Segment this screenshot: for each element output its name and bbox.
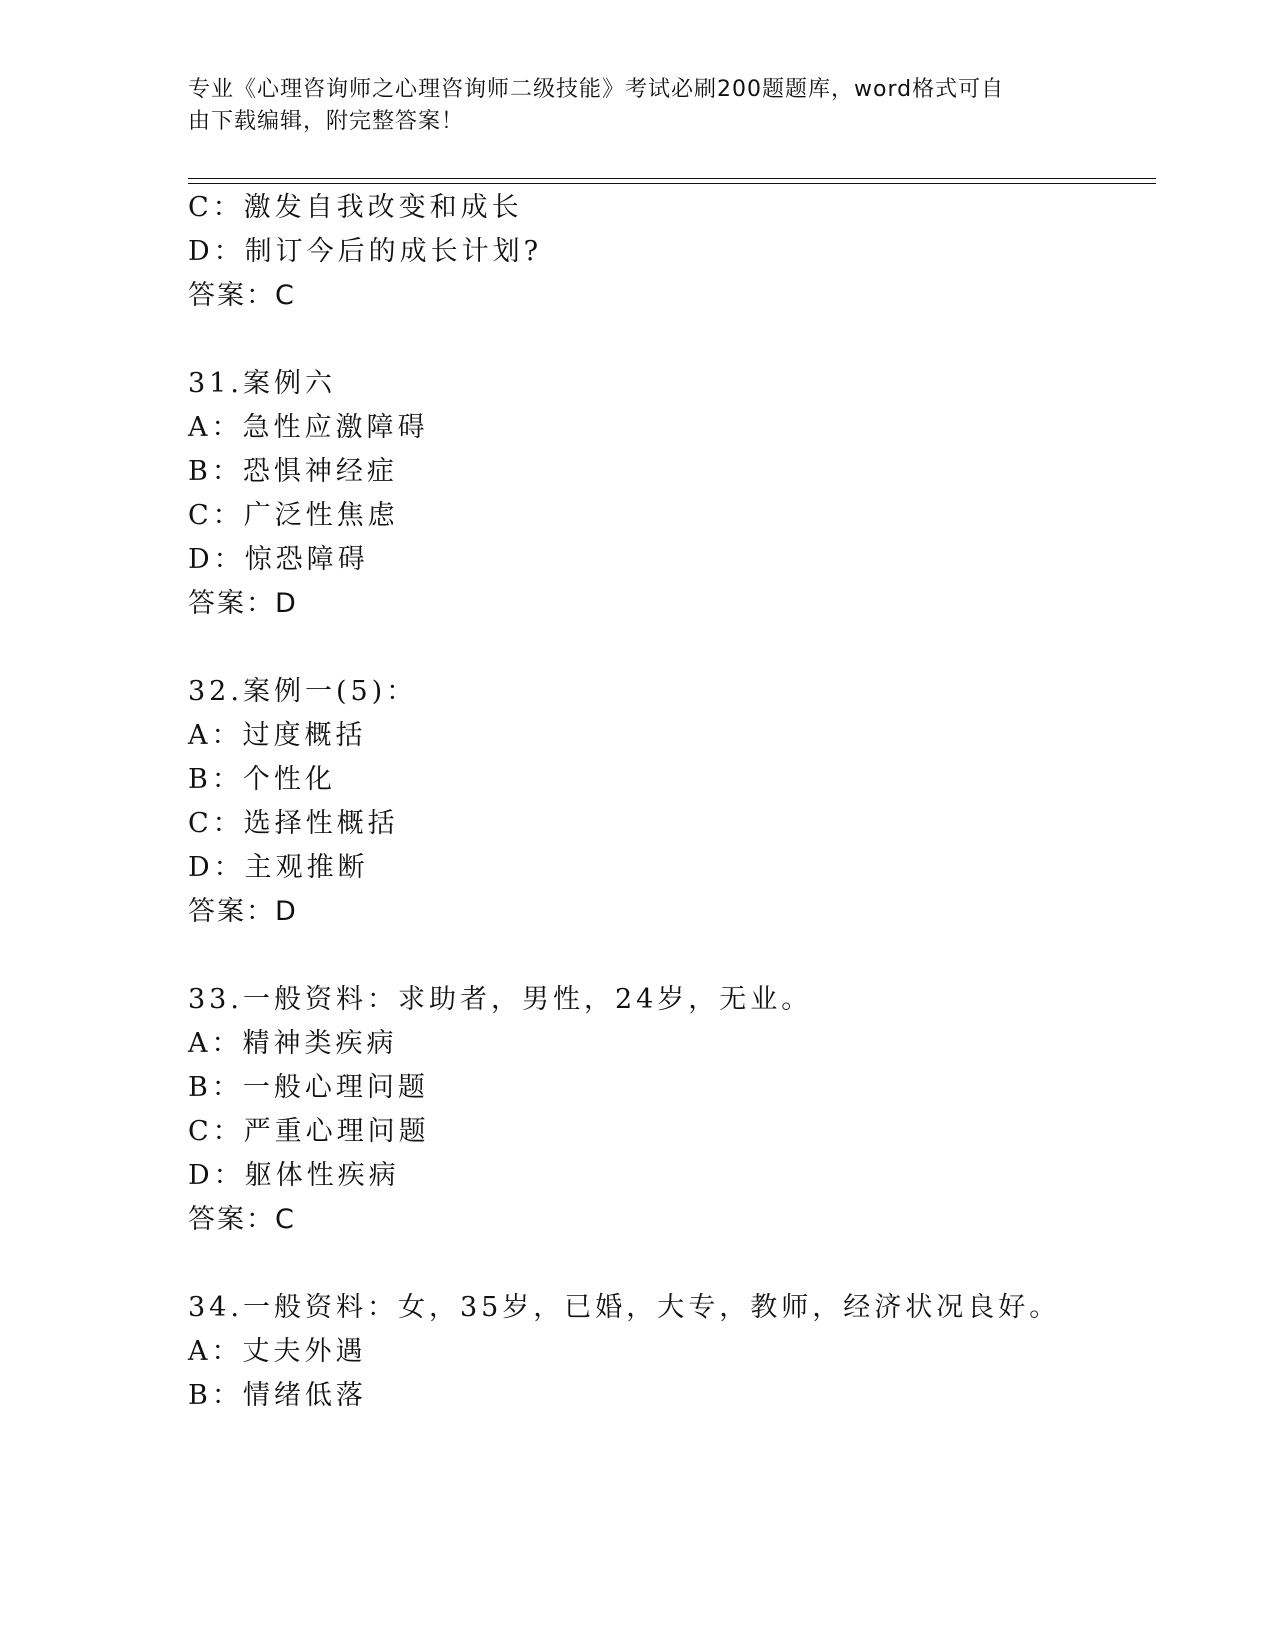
option-line: C：选择性概括 [188,808,399,839]
header-divider-top [188,178,1156,179]
question-line: 34.一般资料：女，35岁，已婚，大专，教师，经济状况良好。 [188,1292,1061,1323]
answer-line: 答案：C [188,280,296,311]
header-divider-bottom [188,183,1156,184]
option-line: A：丈夫外遇 [188,1336,367,1367]
answer-line: 答案：D [188,896,298,927]
option-line: B：情绪低落 [188,1380,367,1411]
option-line: D：惊恐障碍 [188,544,369,575]
option-line: A：精神类疾病 [188,1028,398,1059]
option-line: C：严重心理问题 [188,1116,430,1147]
option-line: C：广泛性焦虑 [188,500,399,531]
question-line: 32.案例一(5)： [188,676,418,707]
option-line: A：急性应激障碍 [188,412,429,443]
answer-line: 答案：C [188,1204,296,1235]
option-line: A：过度概括 [188,720,367,751]
option-line: C：激发自我改变和成长 [188,192,523,223]
option-line: D：主观推断 [188,852,369,883]
document-header [188,74,1068,138]
question-line: 33.一般资料：求助者，男性，24岁，无业。 [188,984,813,1015]
option-line: B：个性化 [188,764,336,795]
header-line-2: 由下载编辑，附完整答案！ [188,109,465,134]
question-line: 31.案例六 [188,368,336,399]
option-line: D：制订今后的成长计划? [188,236,543,267]
option-line: B：恐惧神经症 [188,456,398,487]
answer-line: 答案：D [188,588,298,619]
option-line: B：一般心理问题 [188,1072,429,1103]
option-line: D：躯体性疾病 [188,1160,400,1191]
header-line-1: 专业《心理咨询师之心理咨询师二级技能》考试必刷200题题库，word格式可自 [188,77,1005,102]
